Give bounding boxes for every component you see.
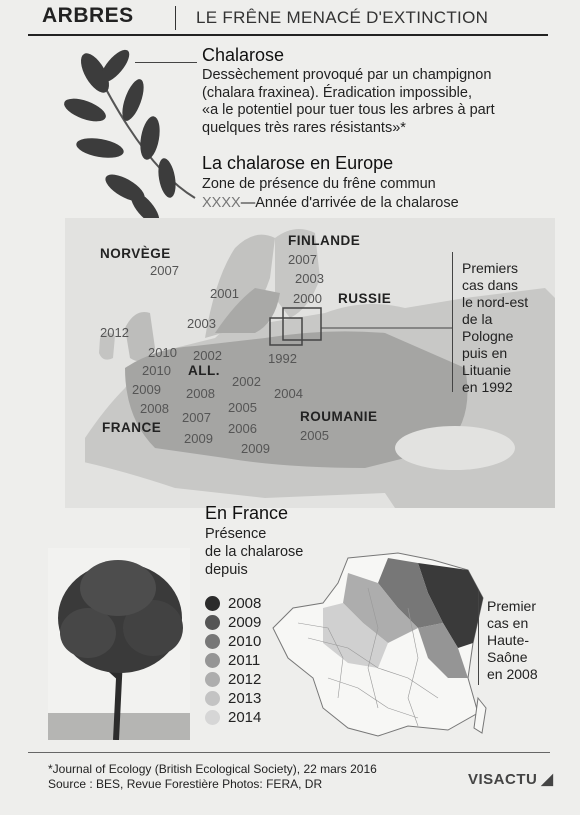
description-line: «a le potentiel pour tuer tous les arbres à part <box>202 102 495 118</box>
footer-rule <box>28 752 550 753</box>
headline: LE FRÊNE MENACÉ D'EXTINCTION <box>196 8 489 27</box>
callout-line: cas dans <box>462 277 519 293</box>
callout-line: Pologne <box>462 328 514 344</box>
label-roumanie: ROUMANIE <box>300 409 378 424</box>
legend-item <box>205 707 261 727</box>
header-rule <box>28 34 548 36</box>
year-sample: XXXX <box>202 195 241 211</box>
description-line: (chalara fraxinea). Éradication impossible, <box>202 84 472 101</box>
year-label: 2009 <box>132 382 161 397</box>
callout-line: en 2008 <box>487 666 538 682</box>
year-label: 2010 <box>142 363 171 378</box>
label-allemagne: ALL. <box>188 363 220 378</box>
year-label: 2009 <box>241 441 270 456</box>
year-label: 2008 <box>186 386 215 401</box>
callout-line: Saône <box>487 649 528 665</box>
year-label: 2003 <box>295 271 324 286</box>
year-label: 2002 <box>232 374 261 389</box>
year-label: 2005 <box>300 428 329 443</box>
legend-swatch <box>205 672 220 687</box>
legend-item <box>205 688 261 708</box>
citation: *Journal of Ecology (British Ecological Society), 22 mars 2016 <box>48 762 377 776</box>
legend-swatch <box>205 653 220 668</box>
legend-item <box>205 650 260 670</box>
year-label: 2006 <box>228 421 257 436</box>
callout-line: cas en <box>487 615 529 631</box>
brand-mark-icon: ◢ <box>541 771 554 788</box>
callout-line: le nord-est <box>462 294 529 310</box>
subtitle-line: de la chalarose <box>205 544 304 560</box>
year-label: 2012 <box>100 325 129 340</box>
legend-year: 2012 <box>228 670 262 688</box>
legend-item <box>205 593 261 613</box>
source-credit: Source : BES, Revue Forestière Photos: FERA, DR <box>48 777 323 791</box>
page-header <box>0 0 580 36</box>
year-label: 2003 <box>187 316 216 331</box>
year-label: 2010 <box>148 345 177 360</box>
leader-line <box>135 62 197 63</box>
europe-year-legend <box>202 195 459 213</box>
chalarose-description <box>202 67 495 137</box>
ash-leaf-illustration <box>55 48 205 228</box>
year-label: 2009 <box>184 431 213 446</box>
legend-year: 2010 <box>228 632 262 650</box>
legend-swatch <box>205 691 220 706</box>
legend-swatch <box>205 596 220 611</box>
haute-saone-callout <box>487 598 538 683</box>
label-france: FRANCE <box>102 420 162 435</box>
callout-line: Premiers <box>462 260 519 276</box>
year-label: 2007 <box>150 263 179 278</box>
year-label: 2005 <box>228 400 257 415</box>
pologne-callout <box>462 260 528 396</box>
legend-swatch <box>205 710 220 725</box>
callout-line: de la <box>462 311 493 327</box>
section-title: ARBRES <box>42 4 134 27</box>
description-line: quelques très rares résistants»* <box>202 119 406 136</box>
europe-heading: La chalarose en Europe <box>202 153 394 173</box>
callout-bracket <box>452 252 453 392</box>
legend-year: 2013 <box>228 689 262 707</box>
brand-logo <box>468 770 553 788</box>
year-legend-text: —Année d'arrivée de la chalarose <box>240 195 459 211</box>
france-map <box>268 548 498 743</box>
year-label: 2002 <box>193 348 222 363</box>
legend-year: 2014 <box>228 708 262 726</box>
europe-zone-legend: Zone de présence du frêne commun <box>202 176 436 192</box>
ash-tree-illustration <box>48 548 190 740</box>
callout-line: Lituanie <box>462 362 512 378</box>
label-russie: RUSSIE <box>338 291 392 306</box>
callout-line: en 1992 <box>462 379 513 395</box>
label-norvege: NORVÈGE <box>100 246 171 261</box>
callout-line: Premier <box>487 598 537 614</box>
year-label: 2004 <box>274 386 303 401</box>
callout-line: puis en <box>462 345 508 361</box>
year-label: 2007 <box>288 252 317 267</box>
france-heading: En France <box>205 503 289 523</box>
legend-item <box>205 612 261 632</box>
label-finlande: FINLANDE <box>288 233 361 248</box>
brand-name: VISACTU <box>468 771 538 788</box>
chalarose-heading: Chalarose <box>202 45 285 65</box>
year-label: 2007 <box>182 410 211 425</box>
legend-swatch <box>205 634 220 649</box>
subtitle-line: depuis <box>205 562 248 578</box>
year-label: 2008 <box>140 401 169 416</box>
subtitle-line: Présence <box>205 526 267 542</box>
legend-swatch <box>205 615 220 630</box>
legend-item <box>205 669 261 689</box>
legend-item <box>205 631 261 651</box>
header-divider <box>175 6 176 30</box>
year-label: 1992 <box>268 351 297 366</box>
callout-line: Haute- <box>487 632 530 648</box>
legend-year: 2009 <box>228 613 262 631</box>
description-line: Dessèchement provoqué par un champignon <box>202 67 492 83</box>
year-label: 2001 <box>210 286 239 301</box>
callout-bracket <box>478 590 479 685</box>
year-label: 2000 <box>293 291 322 306</box>
legend-year: 2011 <box>228 651 261 669</box>
legend-year: 2008 <box>228 594 262 612</box>
